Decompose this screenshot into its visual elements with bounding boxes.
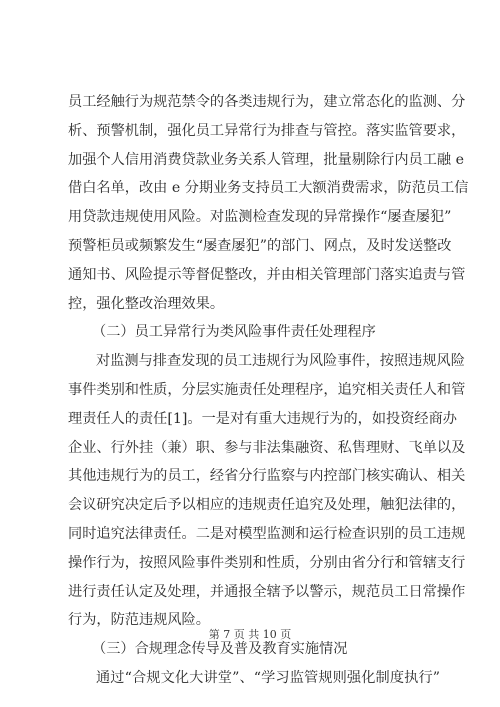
paragraph-line: 控，强化整改治理效果。 <box>68 295 225 312</box>
paragraph-line: 预警柜员或频繁发生“屡查屡犯”的部门、网点，及时发送整改 <box>68 237 452 254</box>
paragraph-line: 操作行为，按照风险事件类别和性质，分别由省分行和管辖支行 <box>68 554 466 571</box>
paragraph-line: 加强个人信用消费贷款业务关系人管理，批量剔除行内员工融 e <box>68 151 464 168</box>
page-footer: 第 7 页 共 10 页 <box>208 628 292 641</box>
paragraph-line: 行为，防范违规风险。 <box>68 612 210 629</box>
paragraph-line: 用贷款违规使用风险。对监测检查发现的异常操作“屡查屡犯” <box>68 209 452 226</box>
document-body <box>68 88 469 693</box>
paragraph-line: 进行责任认定及处理，并通报全辖予以警示，规范员工日常操作 <box>68 583 466 600</box>
paragraph-line: 通知书、风险提示等督促整改，并由相关管理部门落实追责与管 <box>68 266 466 283</box>
paragraph-line: 对监测与排查发现的员工违规行为风险事件，按照违规风险 <box>96 353 465 370</box>
section-heading: （三）合规理念传导及普及教育实施情况 <box>92 641 348 658</box>
paragraph-line: 企业、行外挂（兼）职、参与非法集融资、私售理财、飞单以及 <box>68 439 466 456</box>
paragraph-line: 员工经触行为规范禁令的各类违规行为，建立常态化的监测、分 <box>68 94 466 110</box>
paragraph-line: 同时追究法律责任。二是对模型监测和运行检查识别的员工违规 <box>68 525 466 542</box>
paragraph-line: 通过“合规文化大讲堂”、“学习监管规则强化制度执行” <box>96 669 440 686</box>
paragraph-line: 借白名单，改由 e 分期业务支持员工大额消费需求，防范员工信 <box>68 180 469 197</box>
paragraph-line: 事件类别和性质，分层实施责任处理程序，追究相关责任人和管 <box>68 381 466 398</box>
paragraph-line: 其他违规行为的员工，经省分行监察与内控部门核实确认、相关 <box>68 468 466 485</box>
paragraph-line: 理责任人的责任[1]。一是对有重大违规行为的，如投资经商办 <box>68 410 457 427</box>
paragraph-line: 析、预警机制，强化员工异常行为排查与管控。落实监管要求， <box>68 122 466 139</box>
paragraph-line: 会议研究决定后予以相应的违规责任追究及处理，触犯法律的， <box>68 497 466 514</box>
section-heading: （二）员工异常行为类风险事件责任处理程序 <box>92 324 376 341</box>
